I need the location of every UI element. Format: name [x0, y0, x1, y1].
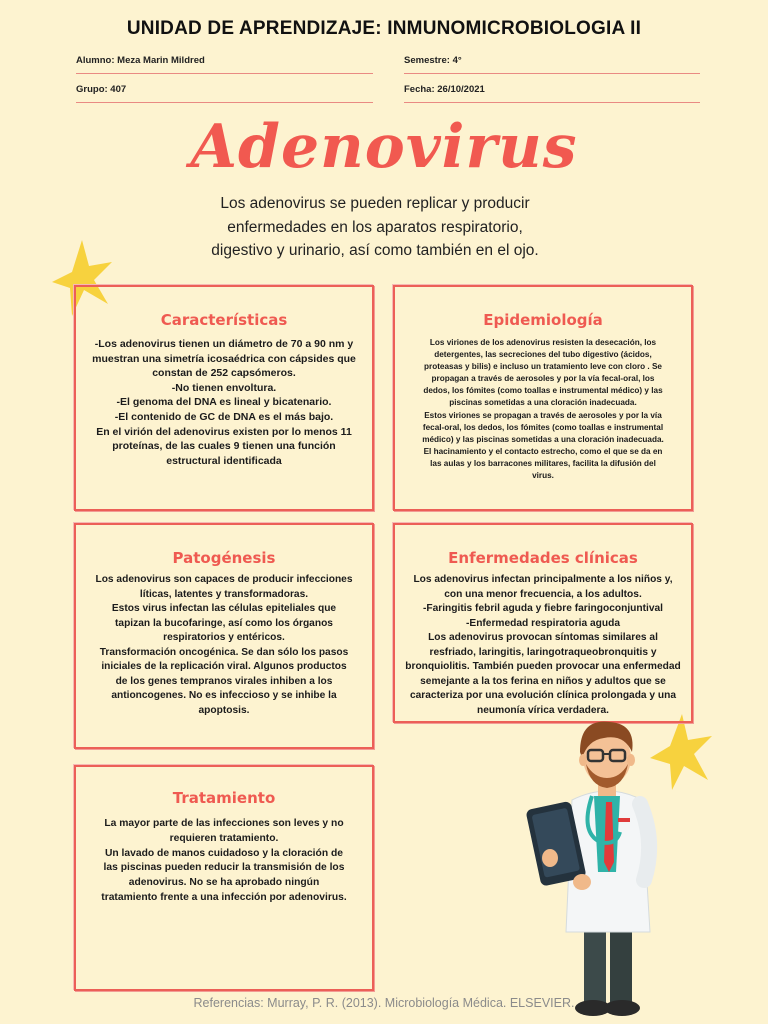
semestre-label: Semestre: 4° [404, 55, 462, 66]
card-patogenesis [74, 523, 374, 749]
epidemiologia-heading: Epidemiología [483, 311, 603, 329]
alumno-field [76, 55, 373, 74]
alumno-label: Alumno: Meza Marin Mildred [76, 55, 205, 66]
page-title: Adenovirus [190, 112, 578, 182]
semestre-field [404, 55, 700, 74]
course-title: UNIDAD DE APRENDIZAJE: INMUNOMICROBIOLOGIA II [126, 18, 642, 39]
card-enfermedades [393, 523, 693, 723]
tratamiento-body: La mayor parte de las infecciones son leves y no requieren tratamiento. Un lavado de manos cuidadoso y la cloración de las piscinas pueden reducir la transmisión de los adenovirus. No se ha aprobado ningún tratamiento frente a una infección por adenovirus. [101, 818, 347, 903]
doctor-illustration [520, 712, 670, 1018]
fecha-label: Fecha: 26/10/2021 [404, 84, 485, 95]
enfermedades-heading: Enfermedades clínicas [448, 549, 638, 567]
card-tratamiento [74, 765, 374, 991]
epidemiologia-body: Los viriones de los adenovirus resisten la desecación, los detergentes, las secreciones del tubo digestivo (ácidos, proteasas y bilis) e incluso un tratamiento leve con cloro . Se propagan a través de aerosoles y por la vía fecal-oral, los dedos, los fómites (como toallas e instrumental médico) y las piscinas sometidas a una cloración inadecuada. Estos viriones se propagan a través de aerosoles y por la vía fecal-oral, los dedos, los fómites (como toallas e instrumental médico) y las piscinas sometidas a una cloración inadecuada. El hacinamiento y el contacto estrecho, como el que se da en las aulas y los barracones militares, facilita la difusión del virus. [422, 338, 664, 481]
patogenesis-heading: Patogénesis [172, 549, 276, 567]
card-caracteristicas [74, 285, 374, 511]
grupo-field [76, 84, 373, 103]
caracteristicas-body: -Los adenovirus tienen un diámetro de 70 a 90 nm y muestran una simetría icosaédrica con cápsides que constan de 252 capsómeros. -No tienen envoltura. -El genoma del DNA es lineal y bicatenario. -El contenido de GC de DNA es el más bajo. En el virión del adenovirus existen por lo menos 11 proteínas, de las cuales 9 tienen una función estructural identificada [92, 338, 356, 467]
intro-text: Los adenovirus se pueden replicar y producir enfermedades en los aparatos respiratorio, digestivo y urinario, así como también en el ojo. [211, 195, 539, 259]
patogenesis-body: Los adenovirus son capaces de producir infecciones líticas, latentes y transformadoras. Estos virus infectan las células epiteliales que tapizan la bucofaringe, así como los órganos respiratorios y entéricos. Transformación oncogénica. Se dan sólo los pasos iniciales de la replicación viral. Algunos productos de los genes tempranos virales inhiben a los antioncogenes. No es infeccioso y se inhibe la apoptosis. [95, 574, 353, 716]
enfermedades-body: Los adenovirus infectan principalmente a los niños y, con una menor frecuencia, a los adultos. -Faringitis febril aguda y fiebre faringoconjuntival -Enfermedad respiratoria aguda Los adenovirus provocan síntomas similares al resfriado, laringitis, laringotraqueobronquitis y bronquiolitis. También pueden provocar una enfermedad semejante a la tos ferina en niños y adultos que se caracteriza por una evolución clínica prolongada y una neumonía vírica verdadera. [405, 574, 681, 716]
caracteristicas-heading: Características [160, 311, 288, 329]
fecha-field [404, 84, 700, 103]
references: Referencias: Murray, P. R. (2013). Microbiología Médica. ELSEVIER. [193, 996, 575, 1010]
grupo-label: Grupo: 407 [76, 84, 127, 95]
tratamiento-heading: Tratamiento [172, 789, 276, 807]
card-epidemiologia [393, 285, 693, 511]
